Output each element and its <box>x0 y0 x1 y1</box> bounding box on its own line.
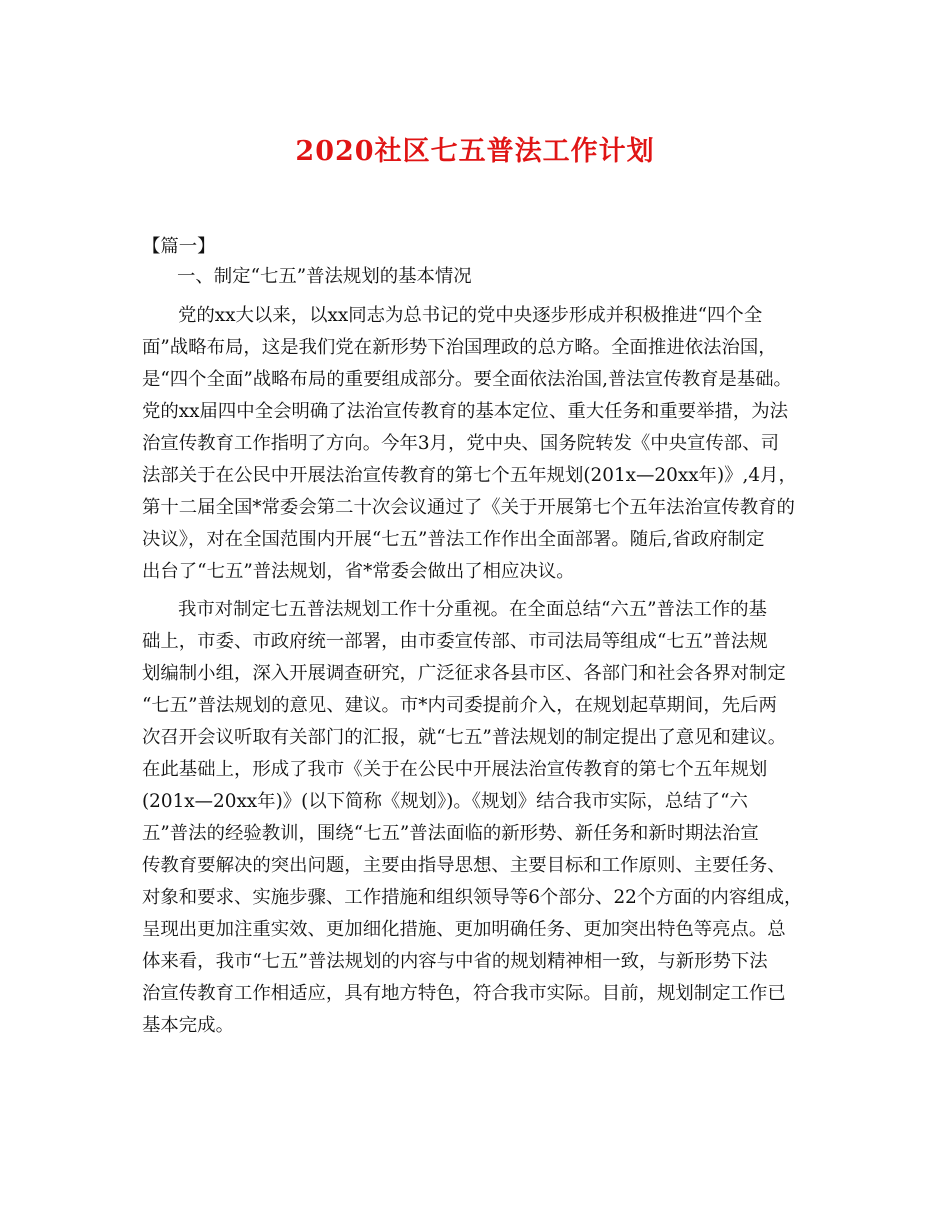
paragraph-line: 在此基础上，形成了我市《关于在公民中开展法治宣传教育的第七个五年规划 <box>142 759 768 780</box>
paragraph-line: 第十二届全国*常委会第二十次会议通过了《关于开展第七个五年法治宣传教育的 <box>142 497 795 518</box>
paragraph-line: 法部关于在公民中开展法治宣传教育的第七个五年规划(201x—20xx年)》,4月， <box>142 465 797 486</box>
paragraph-line: 我市对制定七五普法规划工作十分重视。在全面总结“六五”普法工作的基 <box>178 599 767 620</box>
paragraph-line: 党的xx届四中全会明确了法治宣传教育的基本定位、重大任务和重要举措，为法 <box>142 401 789 422</box>
paragraph-line: “七五”普法规划的意见、建议。市*内司委提前介入，在规划起草期间，先后两 <box>142 695 777 716</box>
paragraph-line: 础上，市委、市政府统一部署，由市委宣传部、市司法局等组成“七五”普法规 <box>142 631 768 652</box>
document-title: 2020社区七五普法工作计划 <box>295 136 655 167</box>
paragraph-line: 党的xx大以来，以xx同志为总书记的党中央逐步形成并积极推进“四个全 <box>178 305 763 326</box>
paragraph-line: (201x—20xx年)》(以下简称《规划》)。《规划》结合我市实际，总结了“六 <box>142 791 748 812</box>
paragraph-line: 体来看，我市“七五”普法规划的内容与中省的规划精神相一致，与新形势下法 <box>142 951 768 972</box>
paragraph-line: 次召开会议听取有关部门的汇报，就“七五”普法规划的制定提出了意见和建议。 <box>142 727 787 748</box>
paragraph-line: 对象和要求、实施步骤、工作措施和组织领导等6个部分、22个方面的内容组成， <box>142 887 803 908</box>
section-heading: 一、制定“七五”普法规划的基本情况 <box>177 266 472 287</box>
paragraph-line: 出台了“七五”普法规划，省*常委会做出了相应决议。 <box>142 561 575 582</box>
paragraph-line: 划编制小组，深入开展调查研究，广泛征求各县市区、各部门和社会各界对制定 <box>142 663 786 684</box>
paragraph-line: 是“四个全面”战略布局的重要组成部分。要全面依法治国,普法宣传教育是基础。 <box>142 369 792 390</box>
paragraph-line: 基本完成。 <box>142 1015 234 1036</box>
paragraph-line: 呈现出更加注重实效、更加细化措施、更加明确任务、更加突出特色等亮点。总 <box>142 919 786 940</box>
paragraph-line: 治宣传教育工作相适应，具有地方特色，符合我市实际。目前，规划制定工作已 <box>142 983 786 1004</box>
paragraph-line: 治宣传教育工作指明了方向。今年3月，党中央、国务院转发《中央宣传部、司 <box>142 433 779 454</box>
paragraph-line: 决议》，对在全国范围内开展“七五”普法工作作出全面部署。随后,省政府制定 <box>142 529 765 550</box>
section-label: 【篇一】 <box>142 236 216 257</box>
paragraph-line: 传教育要解决的突出问题，主要由指导思想、主要目标和工作原则、主要任务、 <box>142 855 786 876</box>
paragraph-line: 面”战略布局，这是我们党在新形势下治国理政的总方略。全面推进依法治国， <box>142 337 777 358</box>
paragraph-line: 五”普法的经验教训，围绕“七五”普法面临的新形势、新任务和新时期法治宣 <box>142 823 759 844</box>
